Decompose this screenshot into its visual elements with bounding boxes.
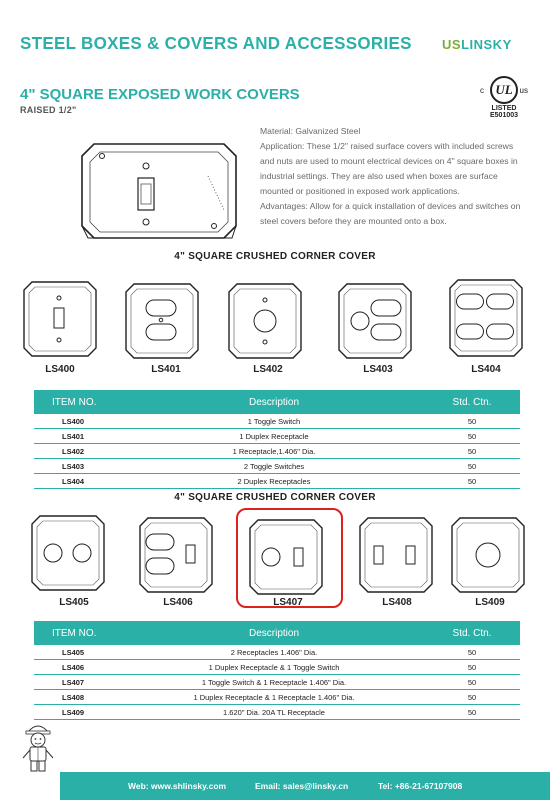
cell-item: LS407 [62,677,85,687]
cell-description: 1 Duplex Receptacle [239,431,309,441]
table-row [34,675,520,690]
cell-ctn: 50 [467,461,477,471]
model-label: LS401 [151,364,181,375]
product-title: 4" SQUARE EXPOSED WORK COVERS [20,86,300,103]
ul-c-mark: c [480,86,484,95]
cell-ctn: 50 [467,707,477,717]
description-line: steel covers before they are mounted onto a box. [260,216,447,226]
model-label: LS400 [45,364,75,375]
cover-image-ls404 [446,276,526,360]
cell-ctn: 50 [467,446,477,456]
cell-description: 1 Toggle Switch [247,416,301,426]
cover-image-ls400 [20,278,100,360]
product-description [260,124,530,229]
model-label: LS402 [253,364,283,375]
table-row [34,444,520,459]
logo-part-linsky: LINSKY [461,37,512,52]
cell-description: 2 Receptacles 1.406" Dia. [230,647,318,657]
model-label: LS403 [363,364,393,375]
table-row [34,645,520,660]
header-description: Description [248,627,300,639]
page-title: STEEL BOXES & COVERS AND ACCESSORIES [20,33,412,54]
cell-item: LS401 [62,431,85,441]
cell-item: LS400 [62,416,85,426]
description-line: mounted or positioned in exposed work applications. [260,186,460,196]
model-label: LS407 [273,597,303,608]
ul-circle: UL [490,76,518,104]
worker-mascot-icon [18,718,58,774]
cover-image-ls406 [136,514,216,596]
model-label: LS404 [471,364,501,375]
table-header [34,621,520,645]
cell-item: LS402 [62,446,85,456]
hero-cover-image [74,126,244,246]
cell-description: 2 Toggle Switches [243,461,305,471]
highlight-box-ls407 [236,508,343,608]
model-label: LS405 [59,597,89,608]
cell-ctn: 50 [467,647,477,657]
header-item-no: ITEM NO. [52,627,97,639]
cover-image-ls403 [335,280,415,362]
cell-ctn: 50 [467,416,477,426]
model-label: LS406 [163,597,193,608]
model-label: LS408 [382,597,412,608]
cell-ctn: 50 [467,662,477,672]
cell-item: LS403 [62,461,85,471]
cell-ctn: 50 [467,692,477,702]
table-row [34,690,520,705]
cell-description: 1 Duplex Receptacle & 1 Receptacle 1.406" Dia. [193,692,355,702]
cell-description: 1 Toggle Switch & 1 Receptacle 1.406" Dia. [201,677,347,687]
logo-part-us: US [442,37,462,52]
cell-item: LS406 [62,662,85,672]
cell-description: 1 Duplex Receptacle & 1 Toggle Switch [208,662,340,672]
spec-table-2 [34,621,520,720]
description-line: Application: These 1/2" raised surface covers with included screws [260,141,514,151]
spec-table-1 [34,390,520,489]
description-line: and nuts are used to mount electrical devices on 4" square boxes in [260,156,518,166]
cover-image-ls405 [28,512,108,594]
table-row [34,429,520,444]
table-row [34,660,520,675]
contact-footer [60,772,550,800]
cell-description: 2 Duplex Receptacles [237,476,311,486]
header-description: Description [248,396,300,408]
ul-file-number: E501003 [489,112,519,119]
cover-image-ls409 [448,514,528,596]
model-label: LS409 [475,597,505,608]
cell-description: 1 Receptacle,1.406" Dia. [232,446,316,456]
cell-item: LS405 [62,647,85,657]
section1-title: 4" SQUARE CRUSHED CORNER COVER [174,251,376,262]
cover-image-ls402 [225,280,305,362]
description-line: Material: Galvanized Steel [260,126,361,136]
table-row [34,414,520,429]
footer-email[interactable]: Email: sales@linsky.cn [255,781,349,791]
description-line: Advantages: Allow for a quick installation of devices and switches on [260,201,521,211]
description-line: industrial settings. They are also used when boxes are surface [260,171,498,181]
table-row [34,474,520,489]
cell-item: LS404 [62,476,85,486]
cell-ctn: 50 [467,431,477,441]
ul-listed-text: LISTED [491,105,517,112]
cell-ctn: 50 [467,677,477,687]
cover-image-ls401 [122,280,202,362]
table-row [34,459,520,474]
header-std-ctn: Std. Ctn. [452,396,492,408]
footer-web[interactable]: Web: www.shlinsky.com [128,781,227,791]
cell-description: 1.620" Dia. 20A TL Receptacle [223,707,325,717]
header-item-no: ITEM NO. [52,396,97,408]
product-subtitle: RAISED 1/2" [20,105,77,115]
header-std-ctn: Std. Ctn. [452,627,492,639]
cell-ctn: 50 [467,476,477,486]
ul-us-mark: us [519,86,528,95]
table-header [34,390,520,414]
ul-listed-mark [478,76,530,119]
brand-logo [442,37,512,52]
cell-item: LS409 [62,707,85,717]
cell-item: LS408 [62,692,85,702]
table-row [34,705,520,720]
cover-image-ls408 [356,514,436,596]
footer-tel: Tel: +86-21-67107908 [378,781,463,791]
section2-title: 4" SQUARE CRUSHED CORNER COVER [174,492,376,503]
